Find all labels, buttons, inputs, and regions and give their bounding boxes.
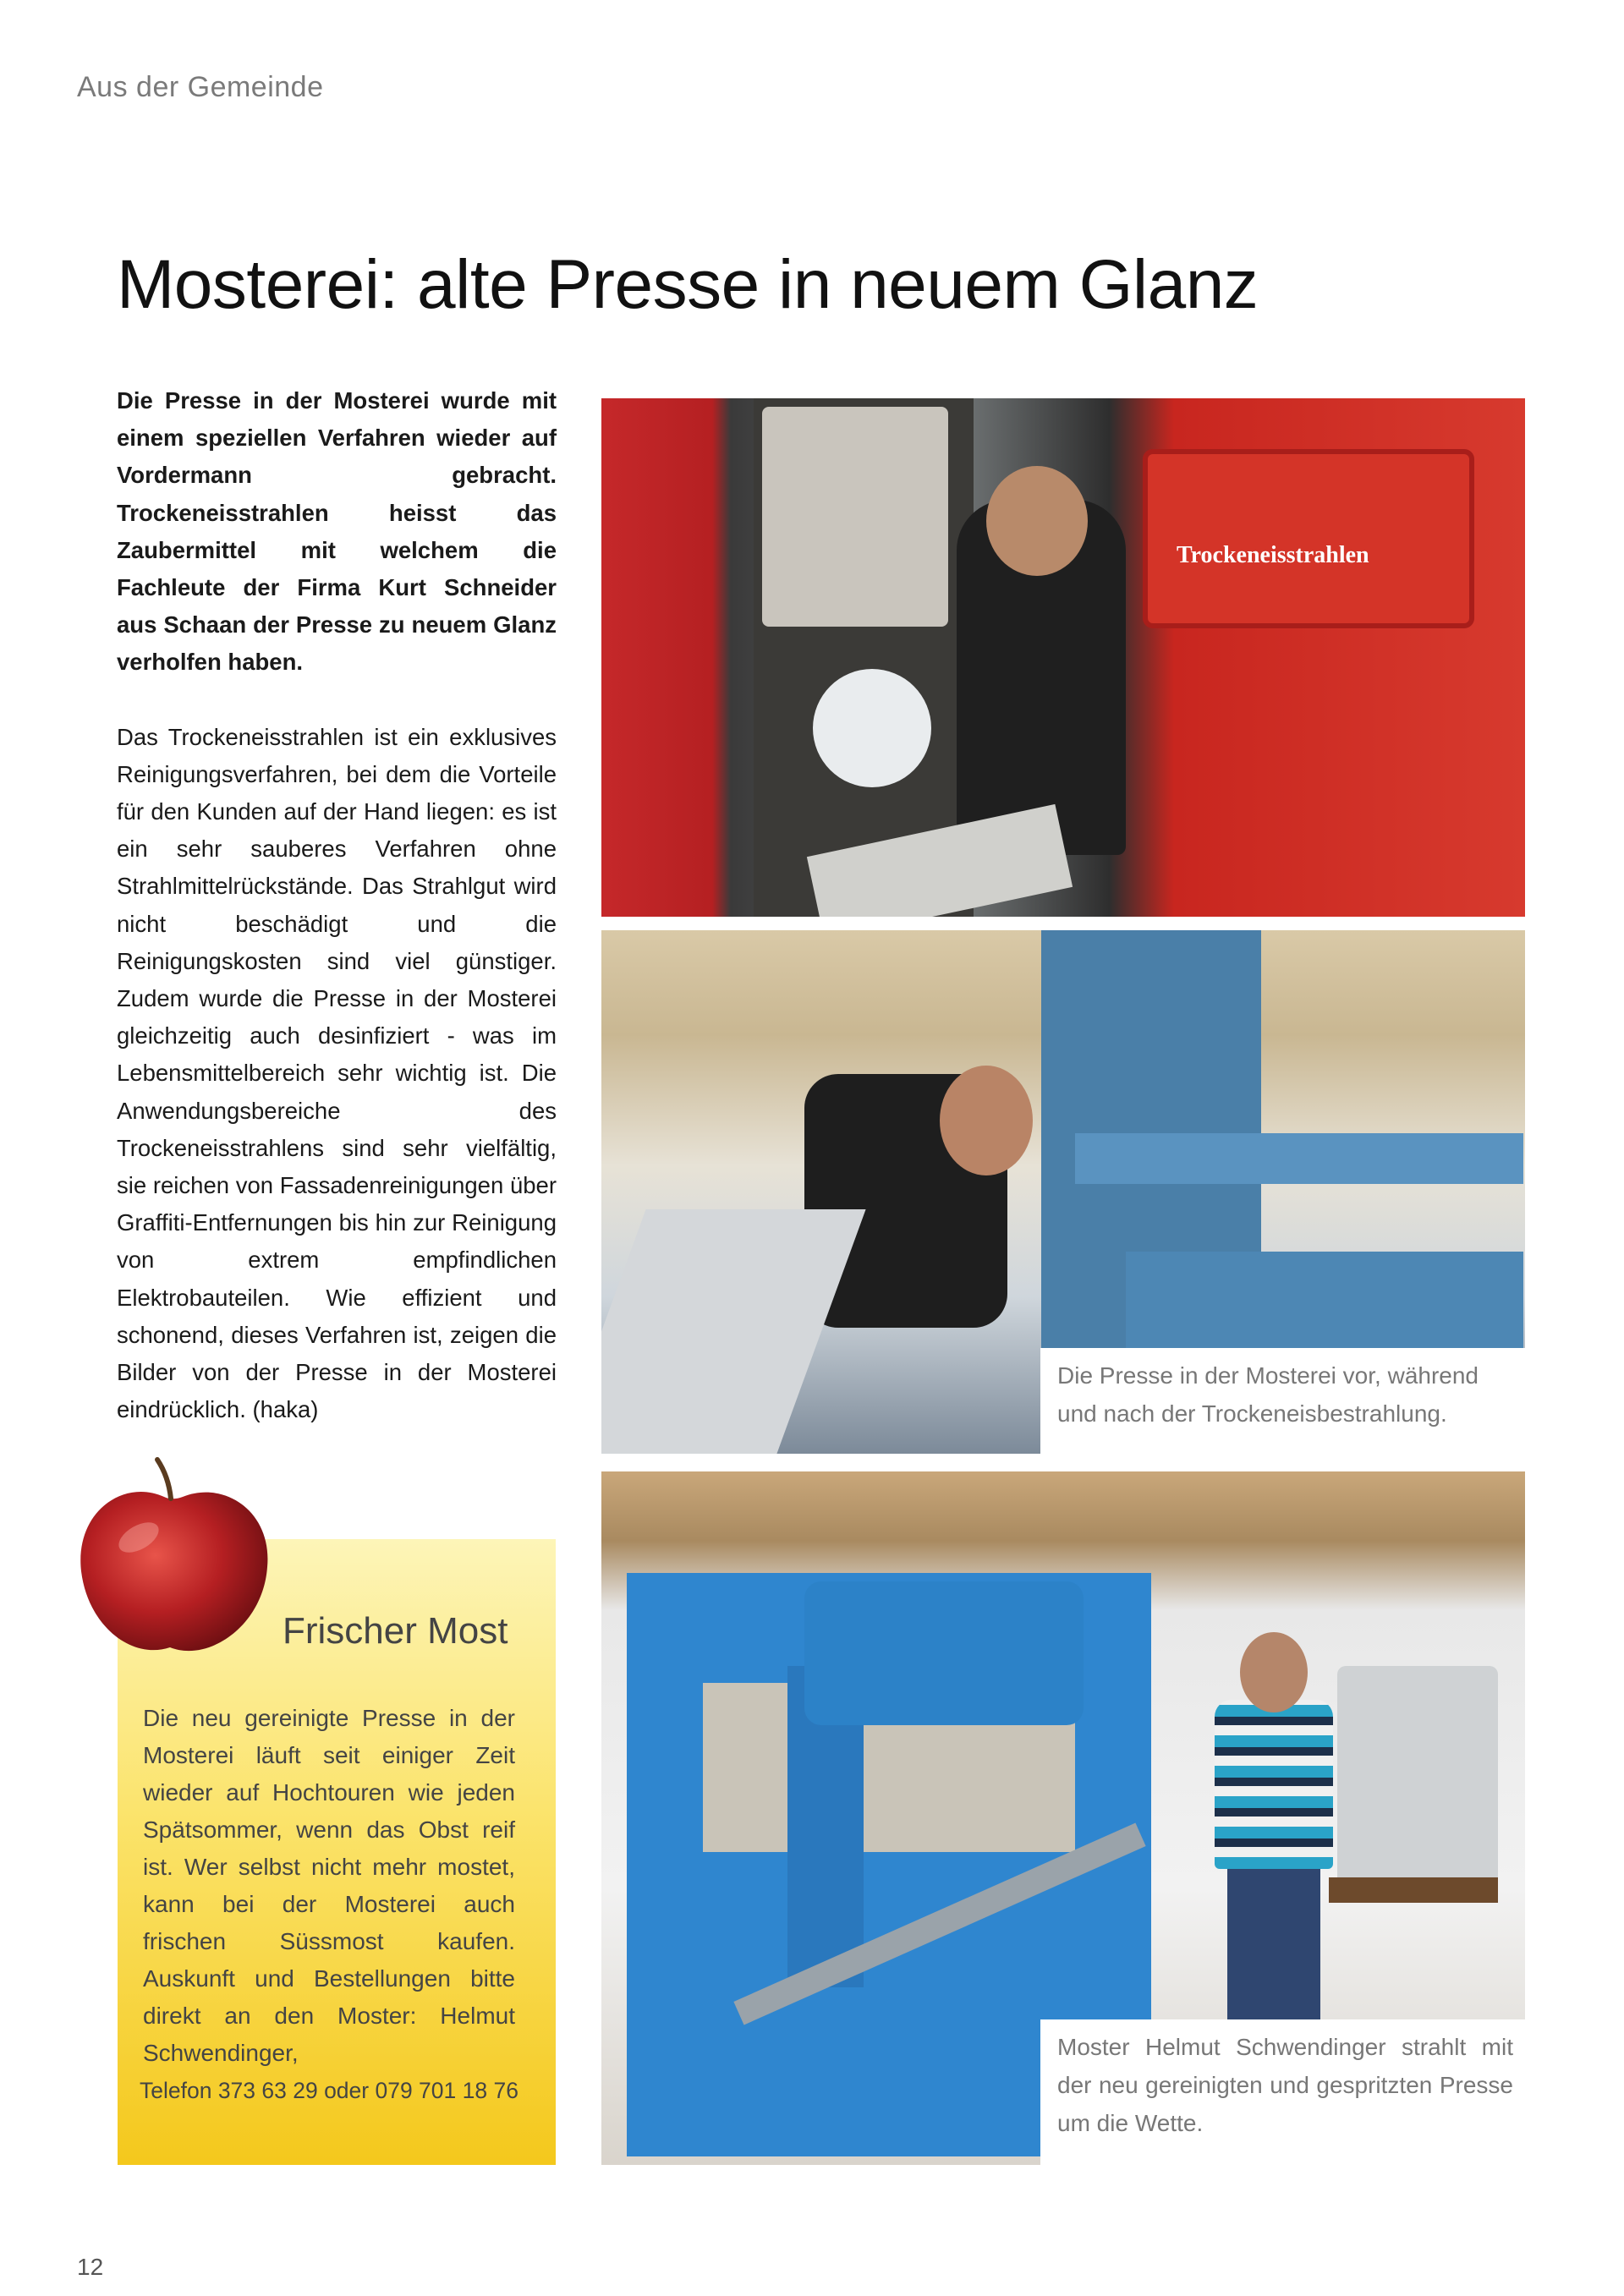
section-label: Aus der Gemeinde xyxy=(77,71,324,103)
article-title: Mosterei: alte Presse in neuem Glanz xyxy=(117,246,1259,323)
sidebar-text xyxy=(140,1700,518,2109)
sidebar-title: Frischer Most xyxy=(283,1610,508,1652)
caption-press: Die Presse in der Mosterei vor, während und nach der Trockeneisbestrahlung. xyxy=(1040,1348,1525,1454)
caption-moster: Moster Helmut Schwendinger strahlt mit der neu gereinigten und gespritzten Presse um die Wette. xyxy=(1040,2019,1525,2165)
article-text-column xyxy=(117,382,557,1428)
article-lead: Die Presse in der Mosterei wurde mit einem speziellen Verfahren wieder auf Vordermann gebracht. Trockeneisstrahlen heisst das Zaubermittel mit welchem die Fachleute der Firma Kurt Schneider aus Schaan der Presse zu neuem Glanz verholfen haben. xyxy=(117,387,557,676)
page-number: 12 xyxy=(77,2254,104,2280)
van-sign-text: Trockeneisstrahlen xyxy=(1177,542,1369,568)
article-body: Das Trockeneisstrahlen ist ein exklusives Reinigungsverfahren, bei dem die Vorteile für den Kunden auf der Hand liegen: es ist ein sehr sauberes Verfahren ohne Strahlmittelrückstände. Das Strahlgut wird nicht beschädigt und die Reinigungskosten sind viel günstiger. Zudem wurde die Presse in der Mosterei gleichzeitig auch desinfiziert - was im Lebensmittelbereich sehr wichtig ist. Die Anwendungsbereiche des Trockeneisstrahlens sind sehr vielfältig, sie reichen von Fassadenreinigungen über Graffiti-Entfernungen bis hin zur Reinigung von extrem empfindlichen Elektrobauteilen. Wie effizient und schonend, dieses Verfahren ist, zeigen die Bilder von der Presse in der Mosterei eindrücklich. (haka) xyxy=(117,723,557,1423)
apple-icon xyxy=(64,1453,284,1673)
sidebar-paragraph: Die neu gereinigte Presse in der Mosterei läuft seit einiger Zeit wieder auf Hochtouren wie jeden Spätsommer, wenn das Obst reif ist. Wer selbst nicht mehr mostet, kann bei der Mosterei auch frischen Süssmost kaufen. Auskunft und Bestellungen bitte direkt an den Moster: Helmut Schwendinger, xyxy=(143,1705,515,2066)
photo-van-worker xyxy=(601,398,1525,917)
sidebar-phone: Telefon 373 63 29 oder 079 701 18 76 xyxy=(140,2078,518,2103)
